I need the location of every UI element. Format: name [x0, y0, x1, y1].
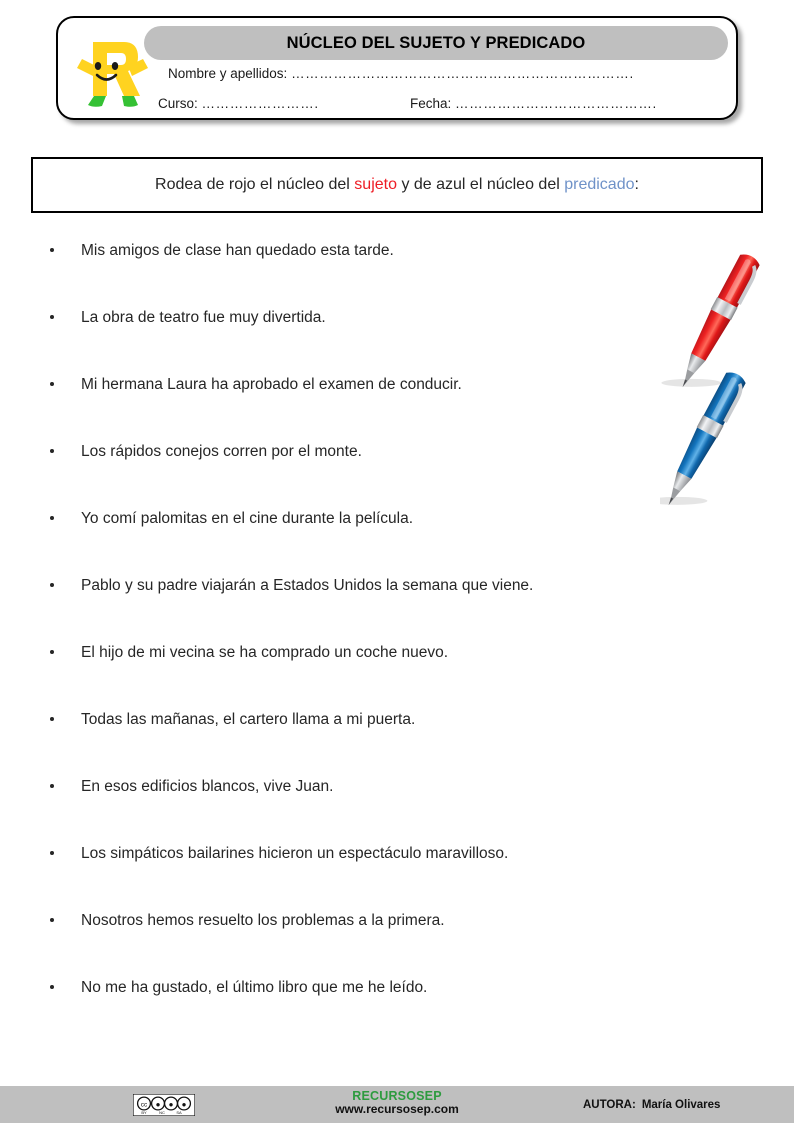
page-title: NÚCLEO DEL SUJETO Y PREDICADO: [286, 33, 586, 52]
bullet-icon: [50, 248, 54, 252]
date-line: …………………………………….: [455, 96, 657, 111]
instruction-box: [31, 157, 763, 213]
list-item[interactable]: [0, 511, 700, 578]
sentence-text: Los rápidos conejos corren por el monte.: [81, 443, 362, 460]
instruction-part-1: Rodea de rojo el núcleo del: [155, 176, 355, 193]
course-field[interactable]: [158, 96, 319, 111]
bullet-icon: [50, 784, 54, 788]
student-name-label: Nombre y apellidos:: [168, 66, 288, 81]
instruction-word-sujeto: sujeto: [354, 176, 397, 193]
bullet-icon: [50, 382, 54, 386]
sentence-text: Mis amigos de clase han quedado esta tarde.: [81, 242, 394, 259]
site-brand: RECURSOSEP: [352, 1089, 442, 1103]
bullet-icon: [50, 583, 54, 587]
list-item[interactable]: [0, 779, 700, 846]
bullet-icon: [50, 851, 54, 855]
list-item[interactable]: [0, 578, 700, 645]
date-field[interactable]: [410, 96, 657, 111]
recursosep-r-mascot-icon: [66, 26, 154, 114]
author-name: María Olivares: [641, 1099, 721, 1111]
course-line: …………………….: [201, 96, 319, 111]
sentence-text: Yo comí palomitas en el cine durante la película.: [81, 510, 414, 527]
instruction-text: [155, 176, 639, 194]
worksheet-title-banner: [144, 26, 728, 60]
list-item[interactable]: [0, 444, 700, 511]
bullet-icon: [50, 650, 54, 654]
list-item[interactable]: [0, 310, 700, 377]
bullet-icon: [50, 516, 54, 520]
svg-text:●: ●: [155, 1099, 161, 1109]
bullet-icon: [50, 717, 54, 721]
svg-text:●: ●: [168, 1099, 174, 1109]
list-item[interactable]: [0, 712, 700, 779]
author-label: AUTORA:: [583, 1099, 636, 1111]
sentence-text: En esos edificios blancos, vive Juan.: [81, 778, 334, 795]
instruction-part-2: y de azul el núcleo del: [397, 176, 565, 193]
svg-text:●: ●: [181, 1099, 187, 1109]
creative-commons-by-nc-sa-icon: [133, 1094, 195, 1116]
sentence-text: Nosotros hemos resuelto los problemas a la primera.: [81, 912, 445, 929]
instruction-part-3: :: [634, 176, 639, 193]
footer-brand-block: [297, 1089, 497, 1117]
sentence-text: La obra de teatro fue muy divertida.: [81, 309, 326, 326]
pens-illustration: [660, 248, 780, 510]
author-credit: [583, 1099, 720, 1111]
worksheet-header: [56, 16, 738, 120]
instruction-word-predicado: predicado: [564, 176, 635, 193]
sentence-text: Pablo y su padre viajarán a Estados Unidos la semana que viene.: [81, 577, 534, 594]
student-name-line: ……………………………………………………………….: [291, 66, 634, 81]
svg-text:cc: cc: [140, 1101, 148, 1109]
site-url[interactable]: www.recursosep.com: [335, 1102, 459, 1117]
student-name-field[interactable]: [168, 66, 634, 81]
bullet-icon: [50, 315, 54, 319]
svg-text:SA: SA: [176, 1110, 182, 1115]
date-label: Fecha:: [410, 96, 452, 111]
list-item[interactable]: [0, 913, 700, 980]
list-item[interactable]: [0, 980, 700, 1047]
sentence-list: [0, 243, 700, 1047]
sentence-text: Mi hermana Laura ha aprobado el examen de conducir.: [81, 376, 462, 393]
svg-text:BY: BY: [141, 1110, 147, 1115]
sentence-text: Todas las mañanas, el cartero llama a mi puerta.: [81, 711, 416, 728]
list-item[interactable]: [0, 377, 700, 444]
sentence-text: No me ha gustado, el último libro que me he leído.: [81, 979, 428, 996]
bullet-icon: [50, 918, 54, 922]
sentence-text: Los simpáticos bailarines hicieron un espectáculo maravilloso.: [81, 845, 509, 862]
bullet-icon: [50, 449, 54, 453]
list-item[interactable]: [0, 846, 700, 913]
svg-text:NC: NC: [159, 1110, 165, 1115]
bullet-icon: [50, 985, 54, 989]
list-item[interactable]: [0, 243, 700, 310]
course-label: Curso:: [158, 96, 198, 111]
sentence-text: El hijo de mi vecina se ha comprado un coche nuevo.: [81, 644, 449, 661]
list-item[interactable]: [0, 645, 700, 712]
